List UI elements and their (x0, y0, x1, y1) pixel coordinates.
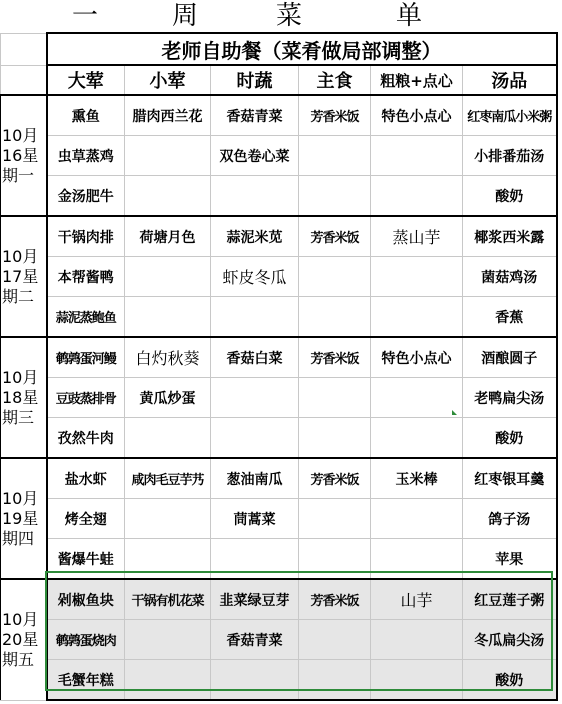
menu-cell[interactable]: 菌菇鸡汤 (463, 257, 557, 297)
menu-cell[interactable]: 鹌鹑蛋河鳗 (47, 337, 125, 378)
menu-row (1, 378, 557, 418)
column-header[interactable]: 时蔬 (211, 65, 299, 95)
menu-cell[interactable]: 芳香米饭 (299, 337, 371, 378)
menu-cell[interactable] (299, 418, 371, 459)
menu-cell[interactable] (371, 176, 463, 217)
menu-cell[interactable]: 酱爆牛蛙 (47, 539, 125, 580)
day-label[interactable]: 10月16星期一 (1, 95, 47, 216)
menu-cell[interactable] (371, 297, 463, 338)
menu-cell[interactable]: 双色卷心菜 (211, 136, 299, 176)
menu-row (1, 216, 557, 257)
menu-cell[interactable] (125, 257, 211, 297)
menu-cell[interactable]: 酸奶 (463, 660, 557, 701)
menu-cell[interactable]: 咸肉毛豆芋艿 (125, 458, 211, 499)
menu-cell[interactable] (125, 539, 211, 580)
menu-cell[interactable]: 黄瓜炒蛋 (125, 378, 211, 418)
menu-cell[interactable] (299, 378, 371, 418)
menu-table (0, 32, 558, 701)
menu-cell[interactable] (125, 418, 211, 459)
menu-cell[interactable]: 苹果 (463, 539, 557, 580)
corner-cell[interactable] (1, 33, 47, 65)
day-label[interactable]: 10月17星期二 (1, 216, 47, 337)
menu-cell[interactable]: 白灼秋葵 (125, 337, 211, 378)
menu-cell[interactable]: 本帮酱鸭 (47, 257, 125, 297)
menu-cell[interactable]: 蒸山芋 (371, 216, 463, 257)
menu-cell[interactable] (371, 499, 463, 539)
menu-cell[interactable] (299, 539, 371, 580)
menu-row (1, 539, 557, 580)
menu-row (1, 499, 557, 539)
menu-row (1, 660, 557, 701)
menu-cell[interactable]: 老鸭扁尖汤 (463, 378, 557, 418)
menu-cell[interactable]: 孜然牛肉 (47, 418, 125, 459)
menu-row (1, 418, 557, 459)
menu-cell[interactable] (299, 297, 371, 338)
menu-cell[interactable] (125, 297, 211, 338)
menu-cell[interactable]: 红枣南瓜小米粥 (463, 95, 557, 136)
menu-cell[interactable]: 鹌鹑蛋烧肉 (47, 620, 125, 660)
menu-cell[interactable]: 虾皮冬瓜 (211, 257, 299, 297)
menu-cell[interactable] (211, 378, 299, 418)
menu-cell[interactable]: 红豆莲子粥 (463, 579, 557, 620)
menu-cell[interactable] (299, 176, 371, 217)
menu-cell[interactable] (125, 499, 211, 539)
menu-cell[interactable] (211, 176, 299, 217)
menu-cell[interactable]: 烤全翅 (47, 499, 125, 539)
menu-cell[interactable] (371, 620, 463, 660)
menu-cell[interactable] (299, 136, 371, 176)
day-label[interactable]: 10月18星期三 (1, 337, 47, 458)
column-header[interactable]: 汤品 (463, 65, 557, 95)
menu-row (1, 176, 557, 217)
menu-cell[interactable]: 蒜泥米苋 (211, 216, 299, 257)
menu-cell[interactable] (371, 257, 463, 297)
column-header[interactable]: 粗粮+点心 (371, 65, 463, 95)
menu-cell[interactable]: 盐水虾 (47, 458, 125, 499)
day-label[interactable]: 10月19星期四 (1, 458, 47, 579)
menu-cell[interactable]: 葱油南瓜 (211, 458, 299, 499)
menu-cell[interactable]: 红枣银耳羹 (463, 458, 557, 499)
menu-cell[interactable]: 特色小点心 (371, 337, 463, 378)
menu-cell[interactable]: 玉米棒 (371, 458, 463, 499)
menu-cell[interactable]: 酒酿圆子 (463, 337, 557, 378)
menu-cell[interactable]: 椰浆西米露 (463, 216, 557, 257)
menu-cell[interactable]: 芳香米饭 (299, 95, 371, 136)
menu-cell[interactable] (299, 257, 371, 297)
day-label[interactable]: 10月20星期五 (1, 579, 47, 700)
menu-cell[interactable] (125, 176, 211, 217)
menu-row (1, 458, 557, 499)
menu-cell[interactable] (125, 620, 211, 660)
menu-cell[interactable] (299, 660, 371, 701)
title-char: 菜 (276, 1, 303, 31)
title-char: 一 (72, 1, 99, 31)
menu-cell[interactable]: 芳香米饭 (299, 216, 371, 257)
menu-cell[interactable] (371, 660, 463, 701)
menu-cell[interactable]: 酸奶 (463, 176, 557, 217)
menu-cell[interactable]: 香蕉 (463, 297, 557, 338)
menu-row (1, 95, 557, 136)
menu-cell[interactable]: 干锅有机花菜 (125, 579, 211, 620)
menu-cell[interactable]: 香菇白菜 (211, 337, 299, 378)
menu-row (1, 257, 557, 297)
menu-cell[interactable]: 干锅肉排 (47, 216, 125, 257)
menu-cell[interactable]: 鸽子汤 (463, 499, 557, 539)
menu-cell[interactable]: 蒜泥蒸鲍鱼 (47, 297, 125, 338)
menu-cell[interactable]: 剁椒鱼块 (47, 579, 125, 620)
menu-cell[interactable] (211, 297, 299, 338)
menu-cell[interactable] (299, 499, 371, 539)
menu-cell[interactable]: 香菇青菜 (211, 95, 299, 136)
menu-row (1, 136, 557, 176)
menu-cell[interactable]: 香菇青菜 (211, 620, 299, 660)
menu-row (1, 620, 557, 660)
menu-cell[interactable] (211, 660, 299, 701)
menu-row (1, 579, 557, 620)
menu-cell[interactable]: 腊肉西兰花 (125, 95, 211, 136)
menu-cell[interactable]: 荷塘月色 (125, 216, 211, 257)
column-header[interactable]: 大荤 (47, 65, 125, 95)
corner-cell[interactable] (1, 65, 47, 95)
menu-cell[interactable] (371, 418, 463, 459)
menu-cell[interactable] (371, 378, 463, 418)
menu-title (0, 0, 562, 32)
menu-cell[interactable] (125, 660, 211, 701)
menu-cell[interactable]: 芳香米饭 (299, 458, 371, 499)
menu-cell[interactable] (371, 136, 463, 176)
column-header[interactable]: 小荤 (125, 65, 211, 95)
menu-cell[interactable] (211, 418, 299, 459)
menu-cell[interactable] (125, 136, 211, 176)
menu-row (1, 297, 557, 338)
menu-cell[interactable] (371, 539, 463, 580)
title-char: 周 (172, 1, 199, 31)
menu-cell[interactable]: 豆豉蒸排骨 (47, 378, 125, 418)
subtitle[interactable]: 老师自助餐（菜肴做局部调整） (47, 33, 557, 65)
menu-cell[interactable]: 酸奶 (463, 418, 557, 459)
menu-cell[interactable]: 冬瓜扁尖汤 (463, 620, 557, 660)
menu-cell[interactable]: 金汤肥牛 (47, 176, 125, 217)
menu-cell[interactable]: 熏鱼 (47, 95, 125, 136)
column-header[interactable]: 主食 (299, 65, 371, 95)
menu-cell[interactable]: 芳香米饭 (299, 579, 371, 620)
menu-cell[interactable] (299, 620, 371, 660)
comment-indicator-icon (452, 410, 457, 415)
menu-cell[interactable]: 小排番茄汤 (463, 136, 557, 176)
menu-cell[interactable]: 韭菜绿豆芽 (211, 579, 299, 620)
menu-cell[interactable]: 毛蟹年糕 (47, 660, 125, 701)
menu-cell[interactable]: 特色小点心 (371, 95, 463, 136)
menu-cell[interactable]: 茼蒿菜 (211, 499, 299, 539)
menu-cell[interactable]: 虫草蒸鸡 (47, 136, 125, 176)
title-char: 单 (396, 1, 423, 31)
menu-cell[interactable]: 山芋 (371, 579, 463, 620)
menu-cell[interactable] (211, 539, 299, 580)
menu-row (1, 337, 557, 378)
